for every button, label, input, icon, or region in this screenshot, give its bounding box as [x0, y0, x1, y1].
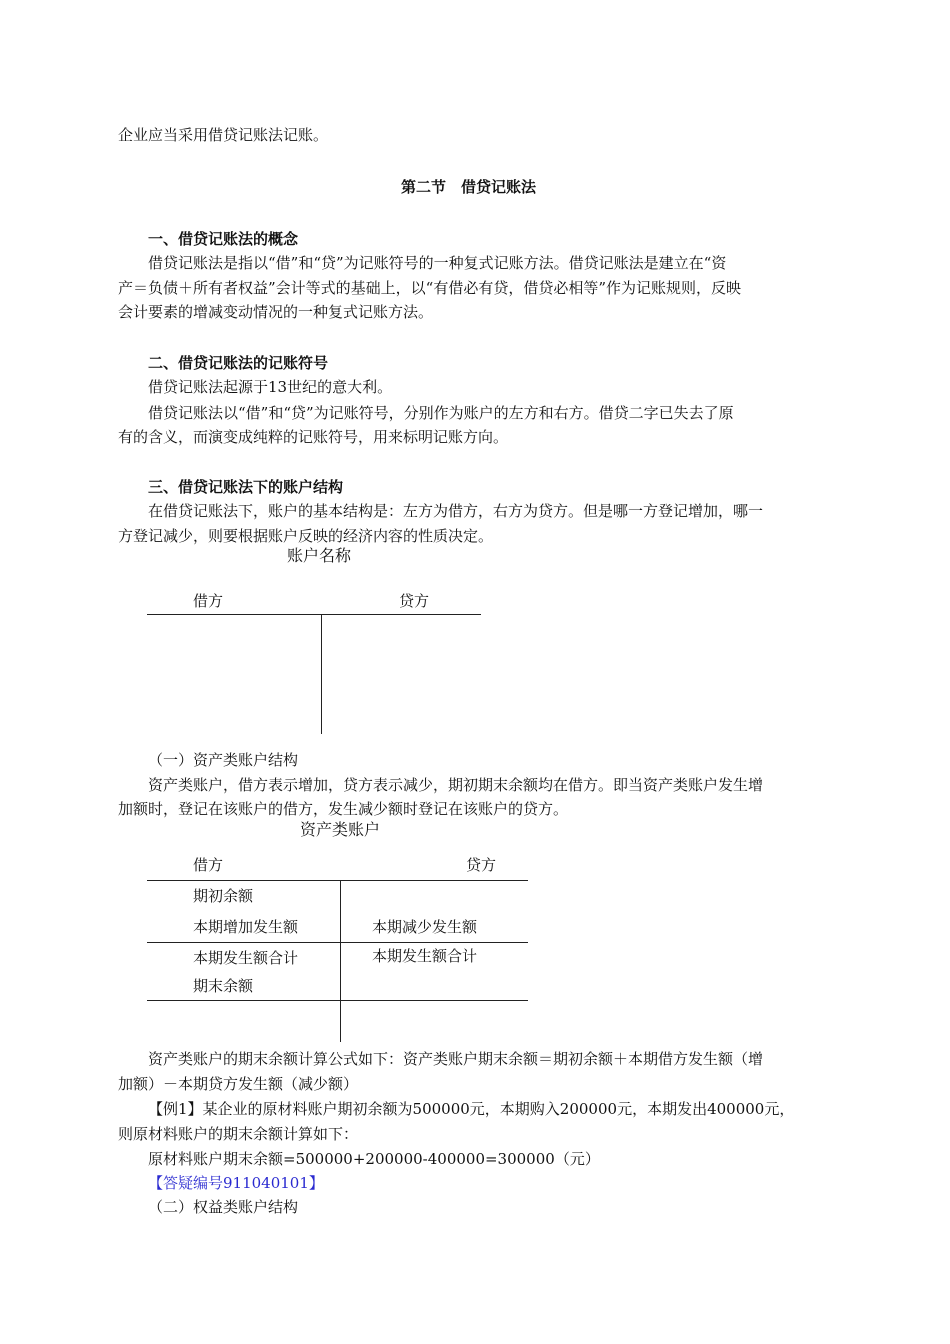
t-account-horizontal-line [147, 614, 481, 615]
t-account-credit-label: 贷方 [399, 592, 430, 610]
paragraph-line: 会计要素的增减变动情况的一种复式记账方法。 [118, 303, 434, 321]
paragraph-line: 资产类账户的期末余额计算公式如下：资产类账户期末余额＝期初余额＋本期借方发生额（增 [148, 1050, 764, 1068]
paragraph-line: 方登记减少，则要根据账户反映的经济内容的性质决定。 [118, 527, 494, 545]
asset-account-title: 资产类账户 [300, 820, 381, 839]
paragraph-line: 借贷记账法以“借”和“贷”为记账符号，分别作为账户的左方和右方。借贷二字已失去了原 [148, 404, 734, 422]
paragraph-line: 在借贷记账法下，账户的基本结构是：左方为借方，右方为贷方。但是哪一方登记增加，哪一 [148, 502, 764, 520]
asset-credit-decrease: 本期减少发生额 [372, 918, 478, 936]
asset-vertical-line [340, 880, 341, 1042]
asset-credit-total: 本期发生额合计 [372, 947, 478, 965]
heading-symbols: 二、借贷记账法的记账符号 [148, 354, 329, 372]
paragraph-line: 有的含义，而演变成纯粹的记账符号，用来标明记账方向。 [118, 428, 509, 446]
heading-concept: 一、借贷记账法的概念 [148, 230, 299, 248]
asset-credit-label: 贷方 [466, 856, 497, 874]
formula-line: 原材料账户期末余额=500000+200000-400000=300000（元） [148, 1150, 600, 1168]
heading-structure: 三、借贷记账法下的账户结构 [148, 478, 344, 496]
qa-link[interactable]: 【答疑编号911040101】 [148, 1174, 324, 1192]
asset-debit-total: 本期发生额合计 [193, 949, 299, 967]
asset-debit-increase: 本期增加发生额 [193, 918, 299, 936]
example-line: 则原材料账户的期末余额计算如下： [118, 1125, 359, 1143]
paragraph-line: 借贷记账法起源于13世纪的意大利。 [148, 378, 393, 396]
asset-horizontal-line-top [147, 880, 528, 881]
subheading-asset: （一）资产类账户结构 [148, 751, 299, 769]
section-title: 第二节 借贷记账法 [401, 178, 537, 196]
asset-closing-balance: 期末余额 [193, 977, 254, 995]
t-account-title: 账户名称 [287, 546, 352, 565]
intro-text: 企业应当采用借贷记账法记账。 [118, 126, 329, 144]
example-line: 【例1】某企业的原材料账户期初余额为500000元，本期购入200000元，本期发出400000元， [148, 1100, 795, 1118]
paragraph-line: 加额）－本期贷方发生额（减少额） [118, 1075, 359, 1093]
paragraph-line: 借贷记账法是指以“借”和“贷”为记账符号的一种复式记账方法。借贷记账法是建立在“资 [148, 254, 727, 272]
t-account-debit-label: 借方 [193, 592, 224, 610]
asset-horizontal-line-bottom [147, 1000, 528, 1001]
asset-horizontal-line-mid [147, 942, 528, 943]
subheading-equity: （二）权益类账户结构 [148, 1198, 299, 1216]
paragraph-line: 资产类账户，借方表示增加，贷方表示减少，期初期末余额均在借方。即当资产类账户发生增 [148, 776, 764, 794]
paragraph-line: 加额时，登记在该账户的借方，发生减少额时登记在该账户的贷方。 [118, 800, 569, 818]
asset-debit-label: 借方 [193, 856, 224, 874]
t-account-vertical-line [321, 614, 322, 734]
asset-opening-balance: 期初余额 [193, 887, 254, 905]
paragraph-line: 产＝负债＋所有者权益”会计等式的基础上，以“有借必有贷，借贷必相等”作为记账规则，反映 [118, 279, 742, 297]
